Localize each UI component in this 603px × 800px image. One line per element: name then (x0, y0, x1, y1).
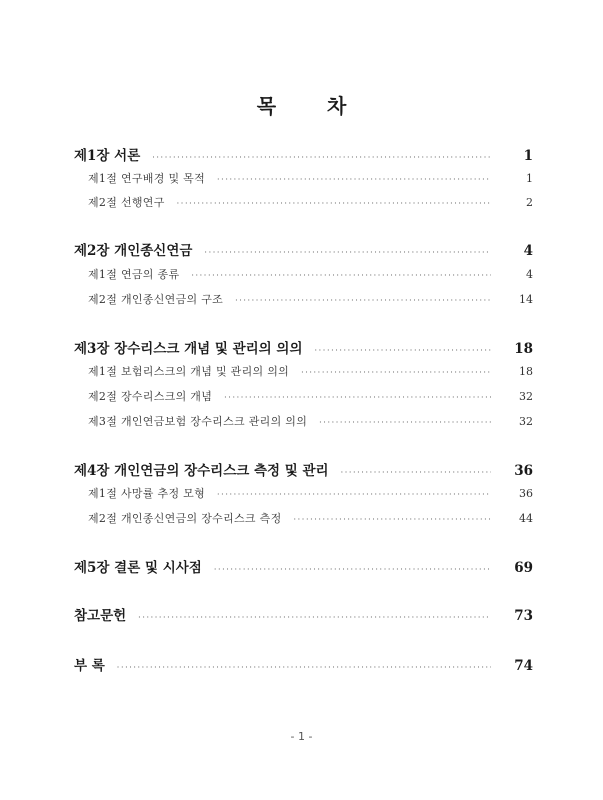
section-label: 제1절 사망률 추정 모형 (88, 487, 206, 500)
toc-chapter-3[interactable] (0, 337, 603, 357)
leader-dots (301, 368, 491, 377)
leader-dots (214, 565, 491, 574)
section-page-number: 32 (519, 415, 533, 428)
toc-section-1-2[interactable] (0, 194, 603, 210)
toc-appendix[interactable] (0, 654, 603, 674)
section-label: 제3절 개인연금보험 장수리스크 관리의 의의 (88, 415, 308, 428)
leader-dots (341, 468, 491, 477)
chapter-page-number: 73 (514, 608, 533, 624)
toc-section-2-1[interactable] (0, 266, 603, 282)
chapter-label: 참고문헌 (74, 608, 127, 624)
chapter-page-number: 1 (523, 148, 533, 164)
chapter-label: 제5장 결론 및 시사점 (74, 560, 202, 576)
leader-dots (224, 393, 491, 402)
leader-dots (315, 346, 491, 355)
leader-dots (217, 175, 491, 184)
leader-dots (191, 271, 491, 280)
leader-dots (138, 613, 491, 622)
toc-references[interactable] (0, 604, 603, 624)
section-label: 제1절 보험리스크의 개념 및 관리의 의의 (88, 365, 290, 378)
chapter-label: 제4장 개인연금의 장수리스크 측정 및 관리 (74, 463, 329, 479)
chapter-page-number: 69 (514, 560, 533, 576)
section-label: 제1절 연금의 종류 (88, 268, 180, 281)
toc-section-1-1[interactable] (0, 170, 603, 186)
section-page-number: 2 (526, 196, 533, 209)
section-page-number: 32 (519, 390, 533, 403)
section-page-number: 36 (519, 487, 533, 500)
leader-dots (152, 153, 491, 162)
section-page-number: 14 (519, 293, 533, 306)
chapter-page-number: 18 (514, 341, 533, 357)
chapter-label: 제2장 개인종신연금 (74, 243, 193, 259)
leader-dots (177, 199, 491, 208)
section-label: 제1절 연구배경 및 목적 (88, 172, 206, 185)
page-title: 목 차 (256, 94, 369, 118)
section-page-number: 44 (519, 512, 533, 525)
toc-chapter-4[interactable] (0, 459, 603, 479)
section-label: 제2절 개인종신연금의 장수리스크 측정 (88, 512, 282, 525)
chapter-page-number: 4 (523, 243, 533, 259)
section-page-number: 4 (526, 268, 533, 281)
chapter-label: 부 록 (74, 658, 105, 674)
toc-section-3-3[interactable] (0, 413, 603, 429)
section-page-number: 18 (519, 365, 533, 378)
page-number-footer: - 1 - (290, 730, 313, 743)
section-label: 제2절 장수리스크의 개념 (88, 390, 213, 403)
toc-chapter-1[interactable] (0, 144, 603, 164)
leader-dots (217, 490, 491, 499)
section-label: 제2절 선행연구 (88, 196, 165, 209)
section-page-number: 1 (526, 172, 533, 185)
toc-section-2-2[interactable] (0, 291, 603, 307)
chapter-page-number: 36 (514, 463, 533, 479)
leader-dots (117, 663, 491, 672)
toc-section-3-2[interactable] (0, 388, 603, 404)
toc-section-3-1[interactable] (0, 363, 603, 379)
leader-dots (235, 296, 491, 305)
toc-chapter-5[interactable] (0, 556, 603, 576)
chapter-page-number: 74 (514, 658, 533, 674)
leader-dots (319, 418, 491, 427)
toc-chapter-2[interactable] (0, 239, 603, 259)
section-label: 제2절 개인종신연금의 구조 (88, 293, 224, 306)
toc-section-4-1[interactable] (0, 485, 603, 501)
chapter-label: 제3장 장수리스크 개념 및 관리의 의의 (74, 341, 303, 357)
leader-dots (204, 248, 491, 257)
leader-dots (294, 515, 491, 524)
toc-section-4-2[interactable] (0, 510, 603, 526)
chapter-label: 제1장 서론 (74, 148, 141, 164)
